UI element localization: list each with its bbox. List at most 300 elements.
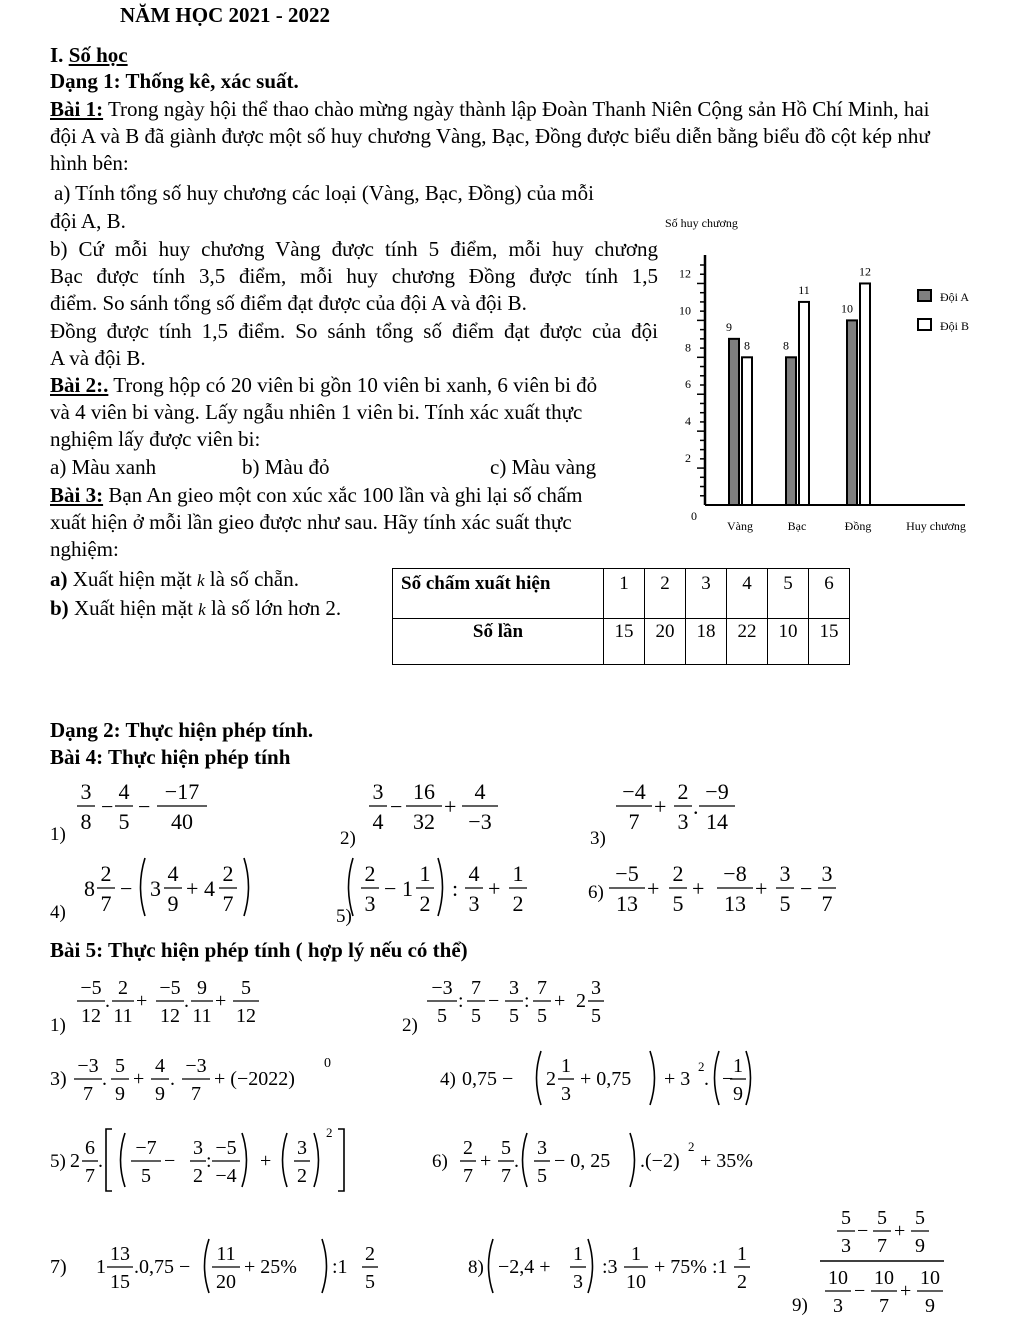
item-number: 6) (432, 1151, 448, 1172)
right-paren (314, 1133, 319, 1187)
fraction-denominator: 7 (100, 891, 112, 916)
left-paren (205, 1239, 210, 1293)
chart-data-label: 12 (859, 264, 871, 279)
chart-y-tick-label: 2 (685, 451, 691, 466)
bai3-line2: xuất hiện ở mỗi lần gieo được như sau. Hãy tính xác suất thực (50, 510, 572, 534)
minus-sign: − (101, 794, 114, 819)
bai1-b3: điểm. So sánh tổng số điểm đạt được của đội A và đội B. (50, 291, 527, 315)
plus-sign: + (647, 876, 660, 901)
minus-sign: − (722, 1068, 734, 1090)
item-number: 5) (336, 906, 352, 927)
exponent: 2 (688, 1139, 695, 1154)
plus-sign: + (186, 876, 199, 901)
dot-sign: . (170, 1068, 175, 1090)
fraction-denominator: 5 (471, 1005, 481, 1027)
item-number: 6) (588, 882, 604, 903)
chart-bar (860, 283, 870, 505)
minus-sign: − (164, 1150, 176, 1172)
fraction-denominator: 3 (833, 1295, 843, 1317)
mixed-whole: 3 (150, 876, 161, 901)
bai3-a-end: là số chẵn. (204, 567, 299, 591)
fraction-numerator: 3 (779, 861, 791, 886)
section-number: I. (50, 43, 69, 67)
mixed-whole: 1 (402, 876, 413, 901)
medal-bar-chart (660, 205, 980, 545)
fraction-numerator: 1 (419, 861, 431, 886)
fraction-denominator: 5 (509, 1005, 519, 1027)
fraction-denominator: 7 (85, 1165, 95, 1187)
bai3-question-a (50, 566, 299, 594)
fraction-numerator: 10 (920, 1267, 940, 1289)
fraction-denominator: 3 (364, 891, 376, 916)
fraction-denominator: 7 (501, 1165, 511, 1187)
fraction-denominator: 10 (626, 1271, 646, 1293)
chart-data-label: 11 (798, 282, 810, 297)
fraction-numerator: 9 (197, 977, 207, 999)
fraction-denominator: 4 (372, 809, 384, 834)
math-text: 0,75 − (462, 1068, 514, 1090)
item-number: 2) (340, 828, 356, 849)
right-paren (242, 1133, 247, 1187)
fraction-numerator: 7 (537, 977, 547, 999)
math-text: + 3 (664, 1068, 691, 1090)
fraction-denominator: 9 (925, 1295, 935, 1317)
chart-legend-swatch (918, 319, 931, 330)
fraction-numerator: 3 (821, 861, 833, 886)
fraction-numerator: −3 (77, 1055, 99, 1077)
chart-bar (799, 302, 809, 505)
fraction-numerator: 2 (100, 861, 112, 886)
dice-count-cell: 15 (809, 619, 850, 665)
bai2-option-a: a) Màu xanh (50, 455, 157, 479)
section-name: Số học (68, 43, 128, 67)
dice-count-cell: 18 (686, 619, 727, 665)
dot-sign: . (184, 990, 189, 1012)
fraction-numerator: −7 (135, 1137, 157, 1159)
fraction-numerator: 4 (118, 779, 130, 804)
left-paren (523, 1133, 528, 1187)
math-text: − 0, 25 (554, 1150, 611, 1172)
fraction-denominator: 40 (171, 809, 193, 834)
fraction-numerator: 1 (733, 1055, 743, 1077)
chart-y-tick-label: 8 (685, 340, 691, 355)
bai5-expressions (40, 965, 980, 1320)
fraction-numerator: 5 (915, 1207, 925, 1229)
fraction-denominator: 7 (877, 1235, 887, 1257)
fraction-denominator: 7 (222, 891, 234, 916)
fraction-numerator: 4 (167, 861, 179, 886)
dice-faces-header: Số chấm xuất hiện (393, 569, 604, 619)
fraction-denominator: 5 (141, 1165, 151, 1187)
chart-legend-label: Đội B (940, 319, 970, 333)
fraction-numerator: 1 (512, 861, 524, 886)
dice-face-cell: 4 (727, 569, 768, 619)
fraction-denominator: 2 (737, 1271, 747, 1293)
fraction-numerator: 7 (471, 977, 481, 999)
fraction-denominator: 11 (192, 1005, 212, 1027)
plus-sign: + (894, 1220, 906, 1242)
fraction-denominator: 2 (419, 891, 431, 916)
dice-count-cell: 10 (768, 619, 809, 665)
chart-data-label: 9 (726, 319, 732, 334)
fraction-numerator: −5 (215, 1137, 237, 1159)
bai2-text1: Trong hộp có 20 viên bi gồn 10 viên bi xanh, 6 viên bi đỏ (108, 373, 598, 397)
fraction-denominator: 9 (915, 1235, 925, 1257)
dice-count-cell: 22 (727, 619, 768, 665)
bai1-b4: Đồng được tính 1,5 điểm. So sánh tổng số điểm đạt được của đội (50, 319, 658, 343)
left-paren (715, 1051, 720, 1105)
fraction-numerator: 2 (364, 861, 376, 886)
fraction-numerator: 5 (115, 1055, 125, 1077)
fraction-denominator: 3 (677, 809, 689, 834)
fraction-numerator: 5 (877, 1207, 887, 1229)
fraction-numerator: −17 (164, 779, 200, 804)
bai3-a-text: Xuất hiện mặt (67, 567, 197, 591)
plus-sign: + (692, 876, 705, 901)
dice-faces-row (393, 569, 850, 619)
fraction-denominator: 12 (160, 1005, 180, 1027)
math-text: + (−2022) (214, 1068, 295, 1090)
fraction-numerator: 2 (463, 1137, 473, 1159)
dice-face-cell: 6 (809, 569, 850, 619)
fraction-numerator: 4 (474, 779, 486, 804)
dot-sign: . (693, 794, 699, 819)
item-number: 7) (50, 1256, 67, 1278)
fraction-numerator: 2 (365, 1243, 375, 1265)
bai3-label: Bài 3: (50, 483, 104, 507)
fraction-numerator: 10 (874, 1267, 894, 1289)
bai2-line1 (50, 372, 597, 398)
fraction-denominator: 3 (561, 1083, 571, 1105)
fraction-numerator: 16 (413, 779, 435, 804)
fraction-denominator: 3 (841, 1235, 851, 1257)
dice-face-cell: 1 (604, 569, 645, 619)
fraction-denominator: 2 (512, 891, 524, 916)
fraction-denominator: 7 (628, 809, 640, 834)
dot-sign: . (98, 1150, 103, 1172)
right-bracket (338, 1129, 344, 1191)
bai2-label: Bài 2:. (50, 373, 109, 397)
math-text: :1 (332, 1256, 348, 1278)
fraction-denominator: 2 (297, 1165, 307, 1187)
math-text: + 0,75 (580, 1068, 632, 1090)
chart-y-axis-label: Số huy chương (665, 216, 738, 230)
mixed-whole: 8 (84, 876, 95, 901)
fraction-numerator: −3 (185, 1055, 207, 1077)
bai1-line3: hình bên: (50, 151, 129, 175)
bai3-b-text: Xuất hiện mặt (68, 596, 199, 620)
chart-data-label: 8 (783, 338, 789, 353)
fraction-denominator: −3 (468, 809, 492, 834)
fraction-denominator: 20 (216, 1271, 236, 1293)
item-number: 3) (50, 1068, 67, 1090)
fraction-denominator: −4 (215, 1165, 237, 1187)
fraction-numerator: 11 (216, 1243, 236, 1265)
fraction-numerator: −3 (431, 977, 453, 999)
item-number: 8) (468, 1257, 484, 1278)
bai3-line1 (50, 482, 582, 508)
fraction-denominator: 8 (80, 809, 92, 834)
plus-sign: + (654, 794, 667, 819)
bai1-a1: a) Tính tổng số huy chương các loại (Vàng, Bạc, Đồng) của mỗi (54, 181, 594, 205)
fraction-denominator: 5 (779, 891, 791, 916)
dang1-heading: Dạng 1: Thống kê, xác suất. (50, 69, 299, 93)
plus-sign: + (488, 876, 501, 901)
fraction-denominator: 13 (724, 891, 746, 916)
bai3-b-label: b) (50, 596, 69, 620)
fraction-denominator: 5 (591, 1005, 601, 1027)
fraction-numerator: 6 (85, 1137, 95, 1159)
math-text: + 25% (244, 1256, 297, 1278)
right-paren (650, 1051, 655, 1105)
bai3-b-end: là số lớn hơn 2. (205, 596, 342, 620)
chart-bar (729, 339, 739, 505)
fraction-numerator: 2 (677, 779, 689, 804)
dot-sign: . (102, 1068, 107, 1090)
mixed-whole: 2 (546, 1068, 556, 1090)
fraction-numerator: 3 (372, 779, 384, 804)
minus-sign: − (800, 876, 813, 901)
chart-data-label: 8 (744, 338, 750, 353)
section-title (50, 42, 128, 68)
bai1-b1: b) Cứ mỗi huy chương Vàng được tính 5 điểm, mỗi huy chương (50, 237, 658, 261)
chart-origin-label: 0 (691, 509, 697, 523)
bai1-line2: đội A và B đã giành được một số huy chương Vàng, Bạc, Đồng được biểu diễn bằng biểu đồ cột kép như (50, 124, 930, 148)
fraction-numerator: −9 (705, 779, 729, 804)
item-number: 5) (50, 1151, 66, 1172)
fraction-numerator: 1 (631, 1243, 641, 1265)
plus-sign: + (755, 876, 768, 901)
fraction-denominator: 3 (468, 891, 480, 916)
fraction-numerator: 1 (573, 1243, 583, 1265)
plus-sign: + (444, 794, 457, 819)
fraction-numerator: 3 (537, 1137, 547, 1159)
math-text: + 75% :1 (654, 1256, 728, 1278)
exponent: 2 (698, 1059, 705, 1074)
fraction-denominator: 7 (191, 1083, 201, 1105)
plus-sign: + (554, 990, 566, 1012)
fraction-denominator: 12 (236, 1005, 256, 1027)
item-number: 1) (50, 1015, 66, 1036)
bai5-title: Bài 5: Thực hiện phép tính ( hợp lý nếu có thể) (50, 938, 468, 962)
fraction-denominator: 9 (155, 1083, 165, 1105)
fraction-denominator: 7 (821, 891, 833, 916)
left-paren (283, 1133, 288, 1187)
fraction-numerator: 1 (737, 1243, 747, 1265)
fraction-denominator: 7 (879, 1295, 889, 1317)
fraction-denominator: 13 (616, 891, 638, 916)
dice-face-cell: 5 (768, 569, 809, 619)
fraction-numerator: 5 (241, 977, 251, 999)
fraction-denominator: 5 (118, 809, 130, 834)
right-paren (322, 1239, 327, 1293)
bai1-label: Bài 1: (50, 97, 104, 121)
chart-y-tick-label: 6 (685, 377, 691, 392)
item-number: 4) (50, 902, 66, 923)
chart-x-tick-label: Đồng (844, 519, 872, 533)
minus-sign: − (488, 990, 500, 1012)
fraction-denominator: 14 (706, 809, 728, 834)
minus-sign: − (390, 794, 403, 819)
fraction-denominator: 12 (81, 1005, 101, 1027)
fraction-numerator: 4 (155, 1055, 165, 1077)
bai2-option-b: b) Màu đỏ (242, 455, 330, 479)
fraction-numerator: 1 (561, 1055, 571, 1077)
item-number: 4) (440, 1069, 456, 1090)
colon-sign: : (458, 990, 464, 1012)
plus-sign: + (133, 1068, 145, 1090)
dice-count-cell: 15 (604, 619, 645, 665)
fraction-denominator: 9 (115, 1083, 125, 1105)
fraction-numerator: 2 (222, 861, 234, 886)
fraction-numerator: −5 (80, 977, 102, 999)
fraction-numerator: 3 (297, 1137, 307, 1159)
fraction-denominator: 15 (110, 1271, 130, 1293)
minus-sign: − (854, 1280, 866, 1302)
chart-data-label: 10 (841, 301, 853, 316)
math-text: :3 (602, 1256, 618, 1278)
right-paren (588, 1239, 593, 1293)
mixed-whole: 4 (204, 876, 215, 901)
colon-sign: : (524, 990, 530, 1012)
chart-bar (786, 357, 796, 505)
bai2-option-c: c) Màu vàng (490, 455, 597, 479)
fraction-numerator: −4 (622, 779, 646, 804)
bai4-title: Bài 4: Thực hiện phép tính (50, 745, 291, 769)
fraction-numerator: 2 (118, 977, 128, 999)
bai1-a2: đội A, B. (50, 209, 126, 233)
fraction-denominator: 5 (537, 1165, 547, 1187)
chart-y-tick-label: 10 (679, 303, 691, 318)
fraction-denominator: 11 (113, 1005, 133, 1027)
left-bracket (106, 1129, 112, 1191)
item-number: 2) (402, 1015, 418, 1036)
dice-face-cell: 3 (686, 569, 727, 619)
fraction-denominator: 5 (537, 1005, 547, 1027)
exponent: 2 (326, 1125, 333, 1140)
left-paren (121, 1133, 126, 1187)
colon-sign: : (206, 1150, 212, 1172)
bai3-text1: Bạn An gieo một con xúc xắc 100 lần và ghi lại số chấm (103, 483, 583, 507)
chart-bar (742, 357, 752, 505)
fraction-numerator: −8 (723, 861, 747, 886)
chart-legend-swatch (918, 290, 931, 301)
fraction-numerator: −5 (159, 977, 181, 999)
fraction-numerator: 2 (672, 861, 684, 886)
fraction-numerator: 3 (591, 977, 601, 999)
minus-sign: − (120, 876, 133, 901)
fraction-numerator: −5 (615, 861, 639, 886)
math-text: + 35% (700, 1150, 753, 1172)
dice-counts-row (393, 619, 850, 665)
colon-sign: : (452, 876, 459, 901)
fraction-denominator: 9 (167, 891, 179, 916)
fraction-numerator: 3 (80, 779, 92, 804)
fraction-numerator: 5 (501, 1137, 511, 1159)
fraction-denominator: 2 (193, 1165, 203, 1187)
math-text: .0,75 − (134, 1256, 191, 1278)
left-paren (537, 1051, 542, 1105)
bai3-a-var: k (196, 571, 205, 590)
dice-face-cell: 2 (645, 569, 686, 619)
dice-table (392, 568, 850, 665)
fraction-denominator: 32 (413, 809, 435, 834)
fraction-numerator: 13 (110, 1243, 130, 1265)
fraction-denominator: 5 (672, 891, 684, 916)
fraction-numerator: 5 (841, 1207, 851, 1229)
dice-counts-header: Số lần (393, 619, 604, 665)
fraction-denominator: 5 (437, 1005, 447, 1027)
dang2-heading: Dạng 2: Thực hiện phép tính. (50, 718, 314, 742)
bai1-text1: Trong ngày hội thể thao chào mừng ngày thành lập Đoàn Thanh Niên Cộng sản Hồ Chí Minh, hai (103, 97, 930, 121)
right-paren (630, 1133, 635, 1187)
chart-x-axis-label: Huy chương (906, 519, 966, 533)
school-year-title: NĂM HỌC 2021 - 2022 (120, 3, 330, 27)
right-paren (244, 858, 249, 916)
item-number: 3) (590, 828, 606, 849)
exponent: 0 (324, 1056, 331, 1071)
mixed-whole: 1 (96, 1256, 106, 1278)
minus-sign: − (857, 1220, 869, 1242)
bai3-line3: nghiệm: (50, 537, 119, 561)
fraction-numerator: 3 (509, 977, 519, 999)
chart-x-tick-label: Vàng (727, 519, 753, 533)
dot-sign: . (704, 1068, 709, 1090)
plus-sign: + (480, 1150, 492, 1172)
fraction-numerator: 10 (828, 1267, 848, 1289)
fraction-denominator: 5 (365, 1271, 375, 1293)
item-number: 1) (50, 824, 66, 845)
bai1-b2: Bạc được tính 3,5 điểm, mỗi huy chương Đồng được tính 1,5 (50, 264, 658, 288)
bai3-question-b (50, 595, 341, 623)
dice-count-cell: 20 (645, 619, 686, 665)
item-number: 9) (792, 1295, 808, 1316)
right-paren (746, 1051, 751, 1105)
chart-bar (847, 320, 857, 505)
right-paren (438, 858, 443, 916)
fraction-denominator: 7 (83, 1083, 93, 1105)
chart-y-tick-label: 4 (685, 414, 691, 429)
bai4-expressions (40, 770, 920, 930)
plus-sign: + (260, 1150, 272, 1172)
left-paren (141, 858, 146, 916)
bai3-b-var: k (198, 600, 206, 619)
chart-legend-label: Đội A (940, 290, 970, 304)
mixed-whole: 2 (576, 990, 586, 1012)
fraction-denominator: 3 (573, 1271, 583, 1293)
fraction-denominator: 7 (463, 1165, 473, 1187)
mixed-whole: 2 (70, 1150, 80, 1172)
bai2-line2: và 4 viên bi vàng. Lấy ngẫu nhiên 1 viên bi. Tính xác xuất thực (50, 400, 583, 424)
bai3-a-label: a) (50, 567, 68, 591)
minus-sign: − (384, 876, 397, 901)
dot-sign: . (105, 990, 110, 1012)
left-paren (489, 1239, 494, 1293)
plus-sign: + (136, 990, 148, 1012)
bai2-line3: nghiệm lấy được viên bi: (50, 427, 261, 451)
chart-y-tick-label: 12 (679, 266, 691, 281)
fraction-denominator: 9 (733, 1083, 743, 1105)
chart-x-tick-label: Bạc (787, 519, 807, 533)
math-text: −2,4 + (498, 1256, 551, 1278)
dot-sign: . (514, 1150, 519, 1172)
fraction-numerator: 4 (468, 861, 480, 886)
bai1-line1 (50, 96, 930, 122)
math-text: .(−2) (640, 1150, 680, 1172)
fraction-numerator: 3 (193, 1137, 203, 1159)
minus-sign: − (138, 794, 151, 819)
plus-sign: + (215, 990, 227, 1012)
